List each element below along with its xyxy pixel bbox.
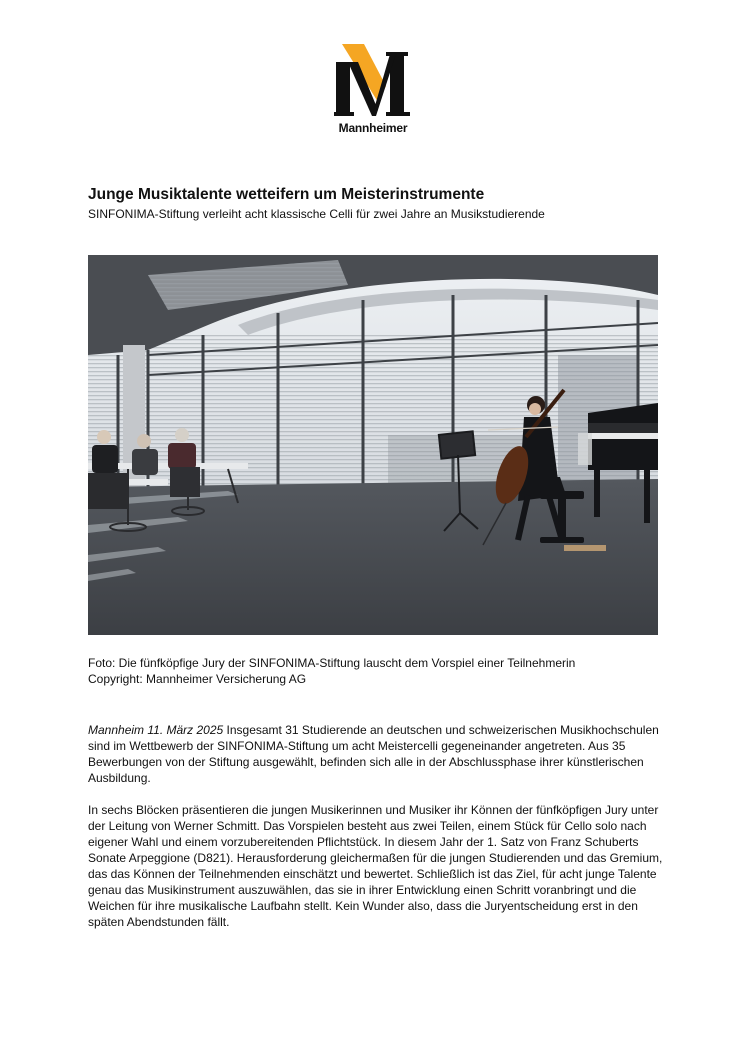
paragraph-2: In sechs Blöcken präsentieren die jungen Musikerinnen und Musiker ihr Können der fünfköpfigen Jury unter der Leitung von Werner Schmitt. Das Vorspielen besteht aus zwei Teilen, einem Stück für Cello solo nach eigener Wahl und einem vorzubereitenden Pflichtstück. In diesem Jahr der 1. Satz von Franz Schuberts Sonate Arpeggione (D821). Herausforderung gleichermaßen für die jungen Studierenden und das Gremium, das das Können der Teilnehmenden einschätzt und bewertet. Schließlich ist das Ziel, für acht junge Talente genau das Musikinstrument auszuwählen, das sie in ihrer Entwicklung einen Schritt voranbringt und die Weichen für ihre musikalische Laufbahn stellt. Kein Wunder also, dass die Juryentscheidung erst in den späten Abendstunden fällt. [88, 803, 663, 929]
mannheimer-logo-mark [334, 44, 412, 124]
photo-caption: Foto: Die fünfköpfige Jury der SINFONIMA-Stiftung lauscht dem Vorspiel einer Teilnehmerin [88, 656, 576, 670]
article-subheadline: SINFONIMA-Stiftung verleiht acht klassische Celli für zwei Jahre an Musikstudierende [88, 207, 545, 221]
article-photo [88, 255, 658, 635]
paragraph-1 [88, 722, 668, 786]
logo-wordmark: Mannheimer [338, 121, 408, 135]
photo-copyright: Copyright: Mannheimer Versicherung AG [88, 672, 307, 686]
article-headline: Junge Musiktalente wetteifern um Meisterinstrumente [88, 186, 485, 203]
article-body [88, 722, 668, 946]
paragraph-1-text: Insgesamt 31 Studierende an deutschen und schweizerischen Musikhochschulen sind im Wettbewerb der SINFONIMA-Stiftung um acht Meistercelli gegeneinander angetreten. Aus 35 Bewerbungen von der Stiftung ausgewählt, befinden sich alle in der Abschlussphase ihrer künstlerischen Ausbildung. [88, 723, 659, 785]
dateline: Mannheim 11. März 2025 [88, 723, 224, 737]
photo-caption-block [88, 655, 668, 687]
